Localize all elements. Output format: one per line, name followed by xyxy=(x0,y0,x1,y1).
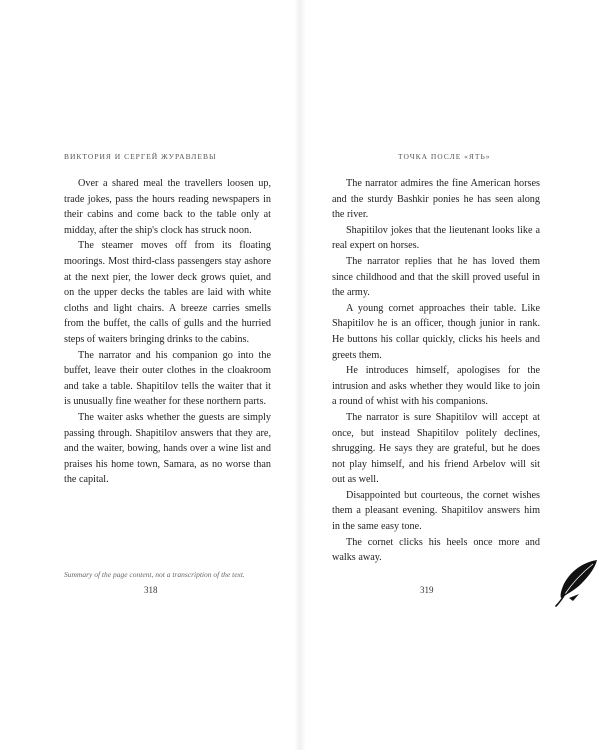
paragraph: Over a shared meal the travellers loosen up, trade jokes, pass the hours reading newspapers in their cabins and come back to the table only at midday, after the ship's clock has struck noon. xyxy=(64,178,271,236)
summary-note: Summary of the page content, not a transcription of the text. xyxy=(64,570,245,579)
paragraph: The steamer moves off from its floating moorings. Most third-class passengers stay ashore at the next pier, the lower deck grows quiet, and on the upper decks the tables are laid with white cloths and light chairs. A breeze carries smells from the buffet, the calls of gulls and the hurried steps of waiters bringing drinks to the cabins. xyxy=(64,240,271,345)
page-number-left: 318 xyxy=(144,585,158,595)
right-page xyxy=(306,0,600,750)
left-page xyxy=(0,0,294,750)
paragraph: The cornet clicks his heels once more and walks away. xyxy=(332,536,540,564)
right-page-body xyxy=(332,176,540,566)
paragraph: The narrator admires the fine American horses and the sturdy Bashkir ponies he has seen along the river. xyxy=(332,178,540,221)
paragraph: He introduces himself, apologises for the intrusion and asks whether they would like to join a round of whist with his companions. xyxy=(332,365,540,408)
running-head-title: ТОЧКА ПОСЛЕ «ЯТЬ» xyxy=(398,152,491,161)
paragraph: A young cornet approaches their table. Like Shapitilov he is an officer, though junior in rank. He buttons his collar quickly, clicks his heels and greets them. xyxy=(332,302,540,361)
book-gutter xyxy=(294,0,306,750)
paragraph: Shapitilov jokes that the lieutenant looks like a real expert on horses. xyxy=(332,224,540,252)
paragraph: The waiter asks whether the guests are simply passing through. Shapitilov answers that they are, and the waiter, bowing, hands over a wine list and praises his home town, Samara, as no worse than the capital. xyxy=(64,411,271,486)
page-number-right: 319 xyxy=(420,585,434,595)
paragraph: The narrator and his companion go into the buffet, leave their outer clothes in the cloakroom and take a table. Shapitilov tells the waiter that it is unusually fine weather for these northern parts. xyxy=(64,349,271,408)
quill-feather-icon xyxy=(553,558,599,608)
running-head-author: ВИКТОРИЯ И СЕРГЕЙ ЖУРАВЛЕВЫ xyxy=(64,152,217,161)
paragraph: The narrator is sure Shapitilov will accept at once, but instead Shapitilov politely declines, shrugging. He says they are grateful, but he does not play himself, and his friend Arbelov will sit out as well. xyxy=(332,411,540,486)
paragraph: Disappointed but courteous, the cornet wishes them a pleasant evening. Shapitilov answers him in the same easy tone. xyxy=(332,489,540,533)
left-page-body xyxy=(64,176,271,488)
paragraph: The narrator replies that he has loved them since childhood and that the skill proved useful in the army. xyxy=(332,255,540,299)
